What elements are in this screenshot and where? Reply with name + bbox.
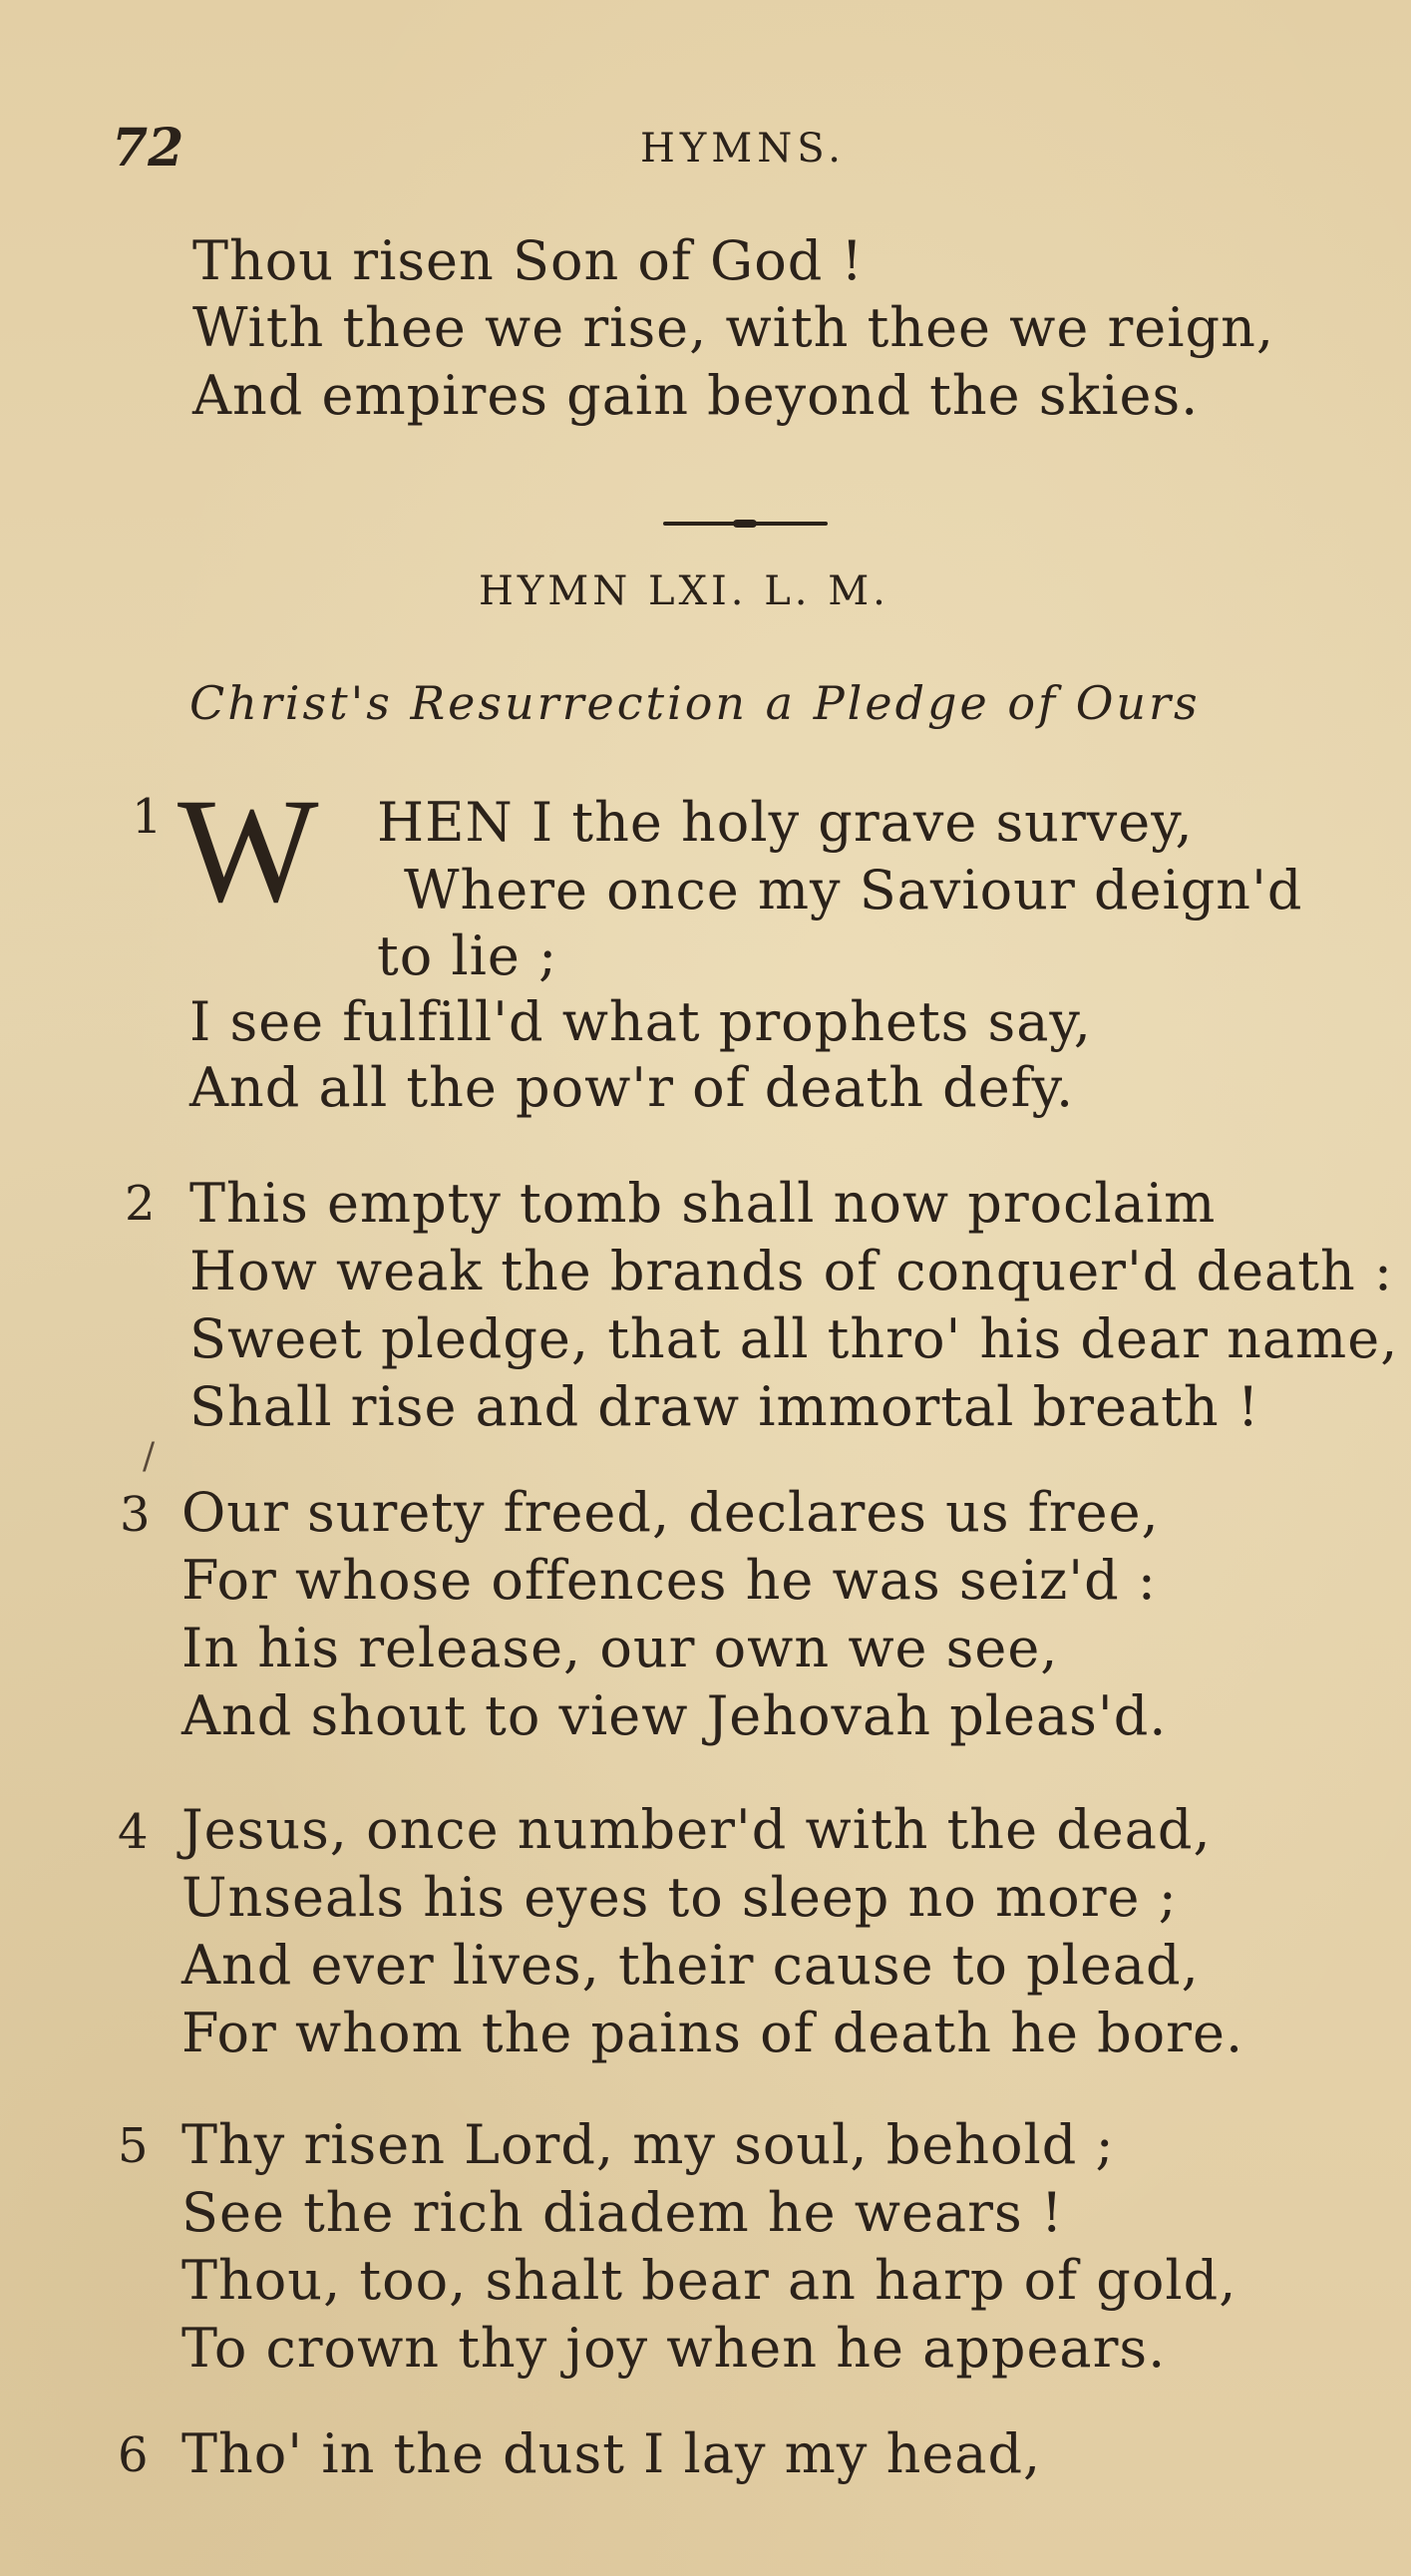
verse-line: And shout to view Jehovah pleas'd. xyxy=(181,1684,1168,1747)
drop-cap: W xyxy=(177,768,319,933)
previous-hymn-line: Thou risen Son of God ! xyxy=(192,229,865,292)
verse-line: For whom the pains of death he bore. xyxy=(181,2002,1244,2064)
verse-number: 3 xyxy=(120,1487,151,1543)
verse-number: 1 xyxy=(132,789,163,845)
ink-mark: / xyxy=(143,1436,156,1477)
verse-line: For whose offences he was seiz'd : xyxy=(181,1549,1157,1612)
verse-line: In his release, our own we see, xyxy=(181,1617,1059,1679)
verse-line: And all the pow'r of death defy. xyxy=(189,1056,1075,1119)
hymn-subtitle: Christ's Resurrection a Pledge of Ours xyxy=(189,676,1201,730)
verse-number: 2 xyxy=(125,1176,156,1232)
verse-line: Thou, too, shalt bear an harp of gold, xyxy=(181,2249,1237,2312)
verse-line: Sweet pledge, that all thro' his dear name, xyxy=(189,1307,1399,1370)
previous-hymn-line: With thee we rise, with thee we reign, xyxy=(192,296,1275,359)
verse-line: Thy risen Lord, my soul, behold ; xyxy=(181,2113,1115,2176)
verse-line: Jesus, once number'd with the dead, xyxy=(181,1798,1212,1861)
verse-number: 5 xyxy=(118,2118,149,2174)
verse-line: to lie ; xyxy=(377,924,558,987)
verse-line: Our surety freed, declares us free, xyxy=(181,1481,1160,1544)
verse-number: 6 xyxy=(118,2427,149,2483)
verse-line: Shall rise and draw immortal breath ! xyxy=(189,1375,1260,1438)
page-number: 72 xyxy=(112,118,184,179)
verse-line: To crown thy joy when he appears. xyxy=(181,2317,1167,2380)
verse-line: And ever lives, their cause to plead, xyxy=(181,1934,1200,1997)
verse-line: This empty tomb shall now proclaim xyxy=(189,1172,1217,1235)
section-divider xyxy=(663,522,828,526)
verse-line: See the rich diadem he wears ! xyxy=(181,2181,1064,2244)
verse-line: I see fulfill'd what prophets say, xyxy=(189,990,1092,1053)
previous-hymn-line: And empires gain beyond the skies. xyxy=(192,364,1200,427)
verse-line: Tho' in the dust I lay my head, xyxy=(181,2422,1042,2485)
verse-line: Unseals his eyes to sleep no more ; xyxy=(181,1866,1178,1929)
verse-line: Where once my Saviour deign'd xyxy=(404,859,1303,921)
running-title: HYMNS. xyxy=(640,126,846,172)
verse-line: How weak the brands of conquer'd death : xyxy=(189,1240,1394,1302)
hymn-title: HYMN LXI. L. M. xyxy=(479,568,889,614)
verse-number: 4 xyxy=(118,1804,149,1860)
verse-line: HEN I the holy grave survey, xyxy=(377,791,1194,854)
